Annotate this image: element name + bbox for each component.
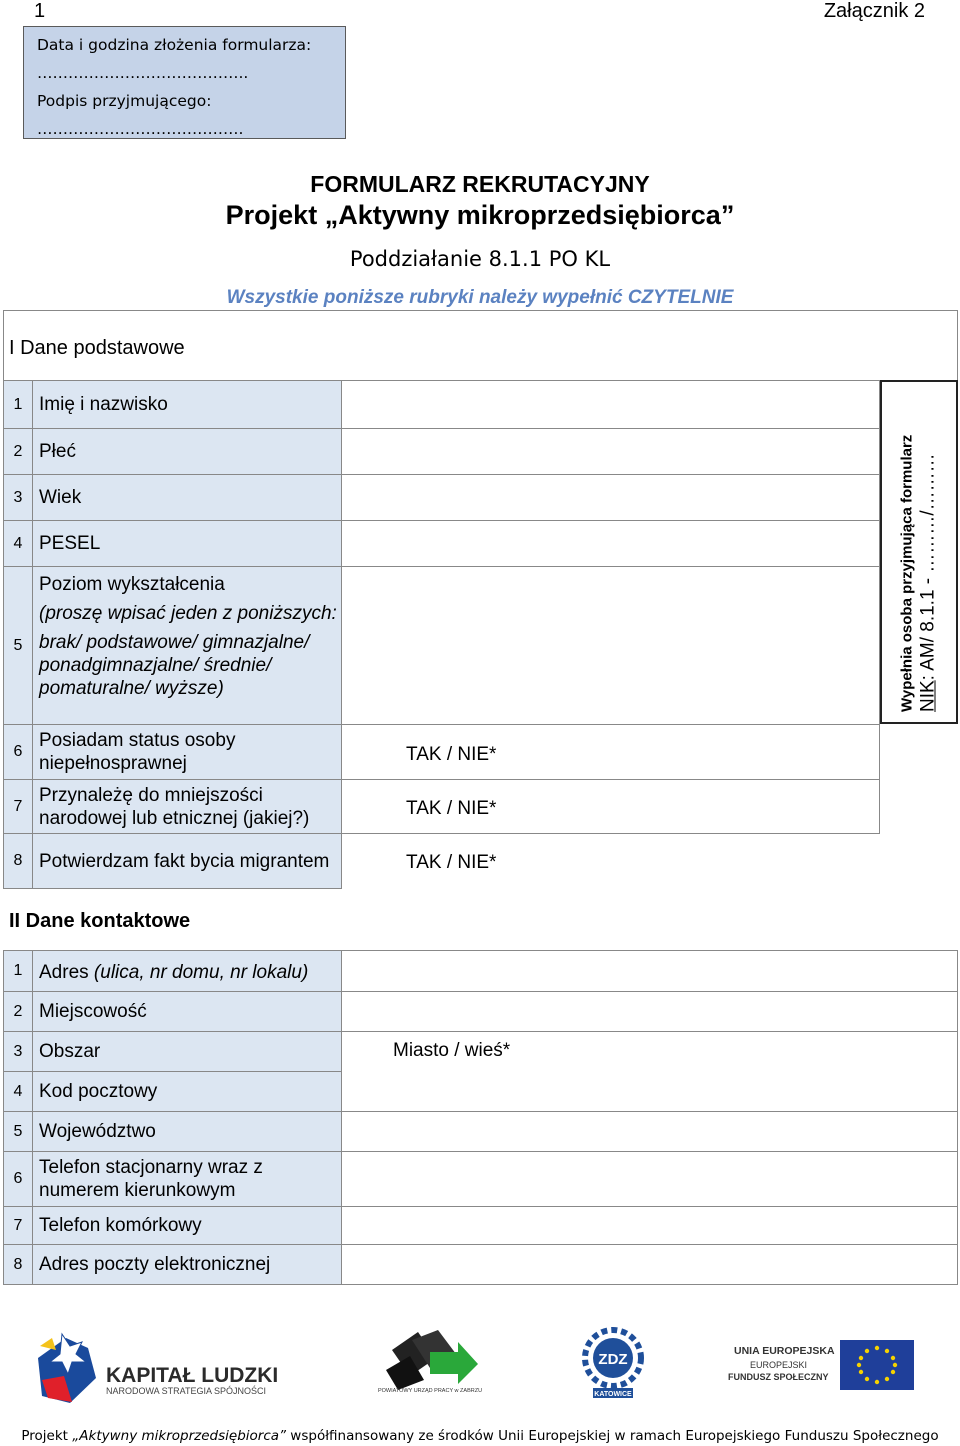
education-field[interactable] bbox=[342, 567, 880, 725]
row-number: 5 bbox=[3, 567, 33, 725]
row-number: 7 bbox=[3, 1207, 33, 1245]
staff-box-text bbox=[880, 380, 958, 724]
svg-text:EUROPEJSKI: EUROPEJSKI bbox=[750, 1360, 808, 1370]
row-label: Obszar bbox=[33, 1032, 342, 1072]
row-number: 7 bbox=[3, 780, 33, 834]
row-label: Kod pocztowy bbox=[33, 1072, 342, 1112]
row-number: 8 bbox=[3, 834, 33, 889]
row-number: 3 bbox=[3, 475, 33, 521]
row-number: 6 bbox=[3, 725, 33, 780]
logo-strip bbox=[0, 1318, 960, 1418]
table-row bbox=[3, 1072, 958, 1112]
section2-title: II Dane kontaktowe bbox=[9, 910, 191, 932]
disability-option[interactable]: TAK / NIE* bbox=[406, 744, 497, 765]
row-label: Potwierdzam fakt bycia migrantem bbox=[33, 834, 342, 889]
table-row bbox=[3, 475, 880, 521]
name-field[interactable] bbox=[342, 381, 880, 429]
table-row bbox=[3, 429, 880, 475]
migrant-option[interactable]: TAK / NIE* bbox=[406, 852, 497, 873]
row-number: 1 bbox=[3, 951, 33, 992]
zdz-katowice-logo bbox=[585, 1330, 641, 1398]
form-title: FORMULARZ REKRUTACYJNY bbox=[310, 171, 650, 197]
staff-box-nik: NIK: AM/ 8.1.1 - ………/……… bbox=[917, 453, 939, 712]
row-label: Płeć bbox=[33, 429, 342, 475]
kapital-ludzki-logo bbox=[38, 1334, 278, 1403]
subaction-title: Poddziałanie 8.1.1 PO KL bbox=[349, 247, 611, 271]
table-row bbox=[3, 567, 880, 725]
row-number: 6 bbox=[3, 1152, 33, 1207]
row-label: Województwo bbox=[33, 1112, 342, 1152]
table-row bbox=[3, 1207, 958, 1245]
address-field[interactable] bbox=[342, 951, 958, 992]
table-row bbox=[3, 992, 958, 1032]
row-number: 2 bbox=[3, 429, 33, 475]
row-label: Adres poczty elektronicznej bbox=[33, 1245, 342, 1285]
pup-zabrze-logo bbox=[378, 1330, 482, 1394]
education-options: brak/ podstawowe/ gimnazjalne/ ponadgimnazjalne/ średnie/ pomaturalne/ wyższe) bbox=[39, 632, 310, 699]
row-number: 2 bbox=[3, 992, 33, 1032]
row-label: Przynależę do mniejszości narodowej lub etnicznej (jakiej?) bbox=[33, 780, 342, 834]
receipt-box bbox=[23, 26, 346, 139]
row-label: Imię i nazwisko bbox=[33, 381, 342, 429]
table-row bbox=[3, 1245, 958, 1285]
pesel-field[interactable] bbox=[342, 521, 880, 567]
svg-text:POWIATOWY URZĄD PRACY w ZABRZU: POWIATOWY URZĄD PRACY w ZABRZU bbox=[377, 1388, 483, 1394]
row-number: 1 bbox=[3, 381, 33, 429]
row-label: Posiadam status osoby niepełnosprawnej bbox=[33, 725, 342, 780]
signature-dots: …………………………………. bbox=[37, 120, 244, 138]
table-row bbox=[3, 521, 880, 567]
row-label: Adres (ulica, nr domu, nr lokalu) bbox=[33, 951, 342, 992]
age-field[interactable] bbox=[342, 475, 880, 521]
svg-text:UNIA EUROPEJSKA: UNIA EUROPEJSKA bbox=[734, 1345, 835, 1357]
row-label: PESEL bbox=[33, 521, 342, 567]
legibility-notice: Wszystkie poniższe rubryki należy wypełnić CZYTELNIE bbox=[226, 287, 734, 308]
row-number: 3 bbox=[3, 1032, 33, 1072]
row-label: Telefon komórkowy bbox=[33, 1207, 342, 1245]
svg-text:KAPITAŁ LUDZKI: KAPITAŁ LUDZKI bbox=[106, 1364, 279, 1387]
city-field[interactable] bbox=[342, 992, 958, 1032]
row-label: Poziom wykształcenia (proszę wpisać jeden z poniższych: brak/ podstawowe/ gimnazjalne/ ponadgimnazjalne/ średnie/ pomaturalne/ wyższe) bbox=[33, 567, 342, 725]
table-row bbox=[3, 1152, 958, 1207]
landline-field[interactable] bbox=[342, 1152, 958, 1207]
row-label: Telefon stacjonarny wraz z numerem kierunkowym bbox=[33, 1152, 342, 1207]
province-field[interactable] bbox=[342, 1112, 958, 1152]
gender-field[interactable] bbox=[342, 429, 880, 475]
eu-esf-logo bbox=[728, 1340, 914, 1390]
minority-option[interactable]: TAK / NIE* bbox=[406, 798, 497, 819]
date-label: Data i godzina złożenia formularza: bbox=[37, 36, 312, 54]
table-row bbox=[3, 1112, 958, 1152]
svg-text:FUNDUSZ SPOŁECZNY: FUNDUSZ SPOŁECZNY bbox=[728, 1372, 829, 1382]
row-number: 4 bbox=[3, 1072, 33, 1112]
svg-text:NARODOWA STRATEGIA SPÓJNOŚCI: NARODOWA STRATEGIA SPÓJNOŚCI bbox=[106, 1386, 267, 1396]
row-number: 5 bbox=[3, 1112, 33, 1152]
row-number: 8 bbox=[3, 1245, 33, 1285]
footer-note: Projekt „Aktywny mikroprzedsiębiorca” współfinansowany ze środków Unii Europejskiej w ramach Europejskiego Funduszu Społecznego bbox=[21, 1428, 939, 1444]
logos-svg bbox=[0, 1318, 960, 1418]
email-field[interactable] bbox=[342, 1245, 958, 1285]
row-label: Wiek bbox=[33, 475, 342, 521]
svg-text:KATOWICE: KATOWICE bbox=[594, 1391, 632, 1398]
table-row bbox=[3, 381, 880, 429]
mobile-field[interactable] bbox=[342, 1207, 958, 1245]
row-label: Miejscowość bbox=[33, 992, 342, 1032]
page-number: 1 bbox=[34, 0, 46, 22]
table-row bbox=[3, 951, 958, 992]
section1-title: I Dane podstawowe bbox=[9, 337, 185, 359]
section2-table bbox=[3, 950, 958, 1284]
staff-box-title: Wypełnia osoba przyjmująca formularz bbox=[898, 434, 916, 712]
area-option[interactable]: Miasto / wieś* bbox=[393, 1040, 511, 1061]
attachment-label: Załącznik 2 bbox=[823, 0, 925, 22]
row-number: 4 bbox=[3, 521, 33, 567]
education-hint: (proszę wpisać jeden z poniższych: bbox=[39, 603, 337, 624]
date-dots: ………………………………….. bbox=[37, 64, 249, 82]
postal-code-field[interactable] bbox=[342, 1072, 958, 1112]
signature-label: Podpis przyjmującego: bbox=[37, 92, 212, 110]
svg-text:ZDZ: ZDZ bbox=[598, 1351, 628, 1368]
project-title: Projekt „Aktywny mikroprzedsiębiorca” bbox=[225, 200, 735, 230]
